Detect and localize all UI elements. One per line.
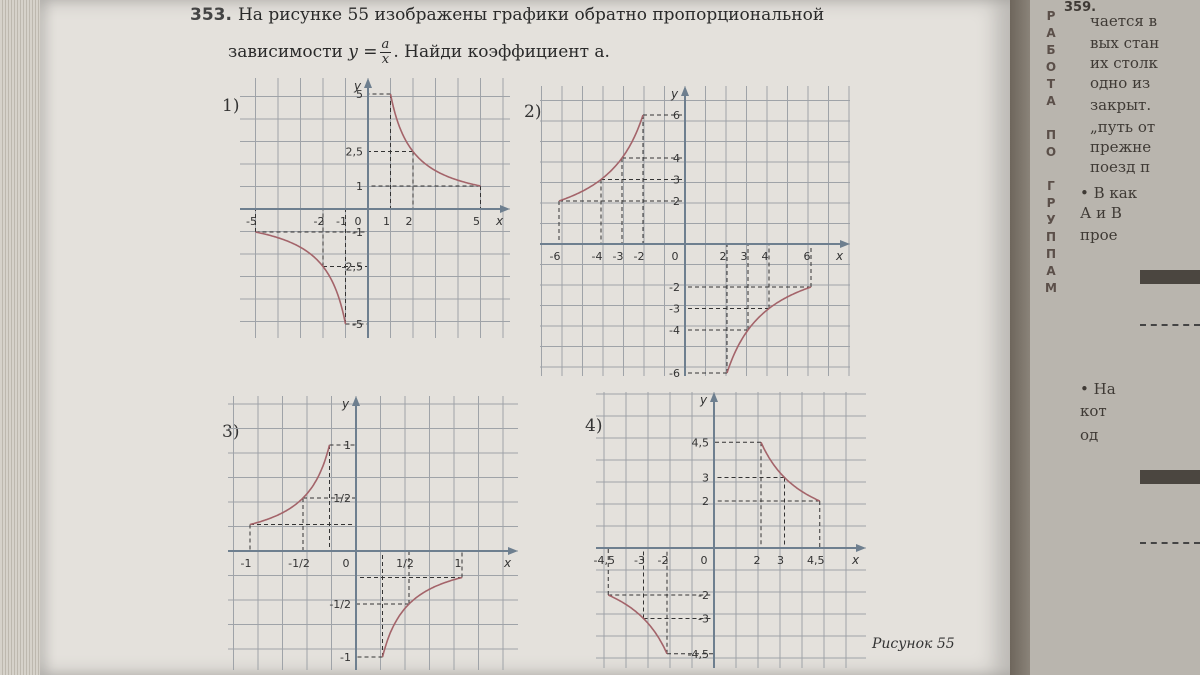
hyperbola-branch-right	[383, 578, 463, 658]
sidebar-line: • В как	[1080, 184, 1138, 202]
sidebar-letter: У	[1046, 213, 1056, 227]
x-tick-label: -4,5	[593, 554, 615, 567]
sidebar-line: вых стан	[1090, 34, 1160, 52]
y-axis-arrow	[681, 86, 689, 96]
sidebar-letter: А	[1046, 264, 1056, 278]
sidebar-letter: М	[1045, 281, 1057, 295]
x-tick-label: -1	[240, 557, 252, 570]
x-tick-label: -4	[591, 250, 603, 263]
sidebar-letter: П	[1045, 128, 1057, 142]
x-tick-label: 6	[803, 250, 811, 263]
sidebar-letter: Б	[1046, 43, 1056, 57]
sidebar-vertical-title	[1042, 8, 1060, 297]
x-tick-label: 0	[342, 557, 350, 570]
sidebar-line: • На	[1080, 380, 1116, 398]
problem-number: 353.	[190, 5, 232, 25]
x-tick-label: 1	[383, 215, 390, 228]
sidebar-line: „путь от	[1090, 118, 1156, 136]
sidebar-letter: Р	[1046, 9, 1056, 23]
x-tick-label: -2	[657, 554, 669, 567]
book-spine	[1010, 0, 1030, 675]
x-tick-label: 3	[740, 250, 748, 263]
problem-text-3: . Найди коэффициент a.	[393, 42, 610, 62]
sidebar-letter: Р	[1046, 196, 1056, 210]
sidebar-letter: Т	[1046, 77, 1056, 91]
x-tick-label: 0	[671, 250, 679, 263]
formula-fraction	[380, 38, 392, 67]
hyperbola-branch-left	[608, 595, 667, 654]
sidebar-letter: А	[1046, 26, 1056, 40]
y-tick-label: 1	[356, 180, 363, 193]
y-tick-label: -6	[669, 367, 680, 380]
page-edge	[0, 0, 40, 675]
y-tick-label: -1/2	[329, 598, 351, 611]
x-tick-label: 1	[454, 557, 462, 570]
graph-4	[593, 392, 866, 668]
x-tick-label: -5	[246, 215, 257, 228]
figure-caption: Рисунок 55	[872, 636, 955, 652]
plot-label-1: 1)	[222, 96, 240, 116]
sidebar-line: их столк	[1090, 54, 1158, 72]
y-tick-label: -2,5	[341, 260, 363, 274]
problem-statement-line2	[228, 38, 610, 67]
y-tick-label: -2	[669, 281, 680, 294]
sidebar-problem-number: 359.	[1064, 0, 1097, 15]
sidebar-line: од	[1080, 426, 1099, 444]
y-tick-label: 4	[673, 152, 680, 165]
x-tick-label: -2	[633, 250, 645, 263]
graph-1	[240, 78, 510, 338]
sidebar-letter: Г	[1047, 179, 1055, 193]
x-tick-label: -1	[336, 215, 347, 228]
x-axis-label: x	[836, 249, 844, 263]
x-axis-label: x	[504, 556, 512, 570]
formula-denominator: x	[381, 52, 390, 67]
y-tick-label: 3	[673, 173, 680, 187]
y-tick-label: 3	[702, 471, 709, 485]
sidebar-dash-1	[1140, 324, 1200, 326]
sidebar-line: поезд п	[1090, 158, 1151, 176]
x-tick-label: 5	[473, 215, 480, 228]
formula-lhs: y =	[348, 42, 378, 62]
y-axis-label: y	[671, 87, 679, 101]
y-axis-label: y	[354, 79, 362, 93]
y-tick-label: -3	[698, 612, 709, 626]
x-tick-label: 0	[700, 554, 708, 567]
sidebar-line: А и В	[1080, 204, 1122, 222]
y-tick-label: 2	[702, 495, 709, 508]
y-tick-label: 6	[673, 109, 680, 122]
y-axis-arrow	[364, 78, 372, 88]
x-tick-label: 0	[354, 215, 362, 228]
x-tick-label: -1/2	[288, 557, 310, 570]
graph-2	[540, 86, 850, 380]
x-tick-label: -6	[549, 250, 561, 263]
problem-text: На рисунке 55 изображены графики обратно пропорциональной	[237, 5, 825, 25]
x-tick-label: 3	[777, 554, 784, 567]
y-axis-arrow	[352, 396, 360, 406]
sidebar-line: чается в	[1090, 12, 1158, 30]
y-tick-label: 1/2	[333, 492, 351, 505]
plot-label-2: 2)	[524, 102, 542, 122]
plot-label-4: 4)	[585, 416, 603, 436]
hyperbola-branch-left	[250, 445, 330, 525]
hyperbola-branch-right	[761, 442, 820, 501]
x-tick-label: 1/2	[396, 557, 414, 570]
y-tick-label: -1	[340, 651, 351, 664]
y-tick-label: -1	[352, 226, 363, 239]
sidebar-letter: О	[1045, 145, 1057, 159]
sidebar-letter	[1042, 161, 1060, 178]
sidebar-dash-2	[1140, 542, 1200, 544]
y-tick-label: 2,5	[345, 145, 363, 159]
x-tick-label: -3	[612, 250, 624, 263]
x-tick-label: 2	[405, 215, 413, 228]
sidebar-letter: О	[1045, 60, 1057, 74]
grid	[540, 86, 850, 376]
y-tick-label: -5	[352, 318, 363, 331]
y-tick-label: 4,5	[691, 436, 709, 450]
y-axis-label: y	[700, 393, 708, 407]
y-tick-label: 1	[344, 439, 351, 452]
sidebar-line: кот	[1080, 402, 1107, 420]
sidebar-line: закрыт.	[1090, 96, 1152, 114]
formula-numerator: a	[381, 37, 390, 52]
graph-3	[228, 396, 518, 670]
x-tick-label: 4	[761, 250, 769, 263]
y-axis-label: y	[342, 397, 350, 411]
y-tick-label: 2	[673, 195, 680, 208]
x-axis-label: x	[852, 553, 860, 567]
grid	[228, 396, 518, 670]
y-tick-label: -4,5	[687, 647, 709, 661]
sidebar-letter	[1042, 110, 1060, 127]
x-tick-label: 2	[719, 250, 727, 263]
sidebar-letter: П	[1045, 247, 1057, 261]
problem-text-2: зависимости	[228, 42, 343, 62]
sidebar-line: одно из	[1090, 74, 1151, 92]
x-axis-arrow	[856, 544, 866, 552]
x-tick-label: 2	[753, 554, 761, 567]
sidebar-letter: П	[1045, 230, 1057, 244]
x-axis-label: x	[496, 214, 504, 228]
grid	[593, 392, 866, 668]
x-axis-arrow	[508, 547, 518, 555]
sidebar-letter: А	[1046, 94, 1056, 108]
x-tick-label: -2	[313, 215, 325, 228]
y-tick-label: 5	[356, 88, 363, 101]
plot-label-3: 3)	[222, 422, 240, 442]
sidebar-line: прежне	[1090, 138, 1152, 156]
x-tick-label: -3	[634, 554, 645, 567]
y-tick-label: -2	[698, 589, 709, 602]
sidebar-line: прое	[1080, 226, 1118, 244]
y-tick-label: -3	[669, 302, 680, 316]
problem-statement-line1	[190, 4, 824, 27]
y-tick-label: -4	[669, 324, 680, 337]
sidebar-bar-2	[1140, 470, 1200, 484]
x-axis-arrow	[500, 205, 510, 213]
x-tick-label: 4,5	[807, 554, 825, 567]
sidebar-bar-1	[1140, 270, 1200, 284]
